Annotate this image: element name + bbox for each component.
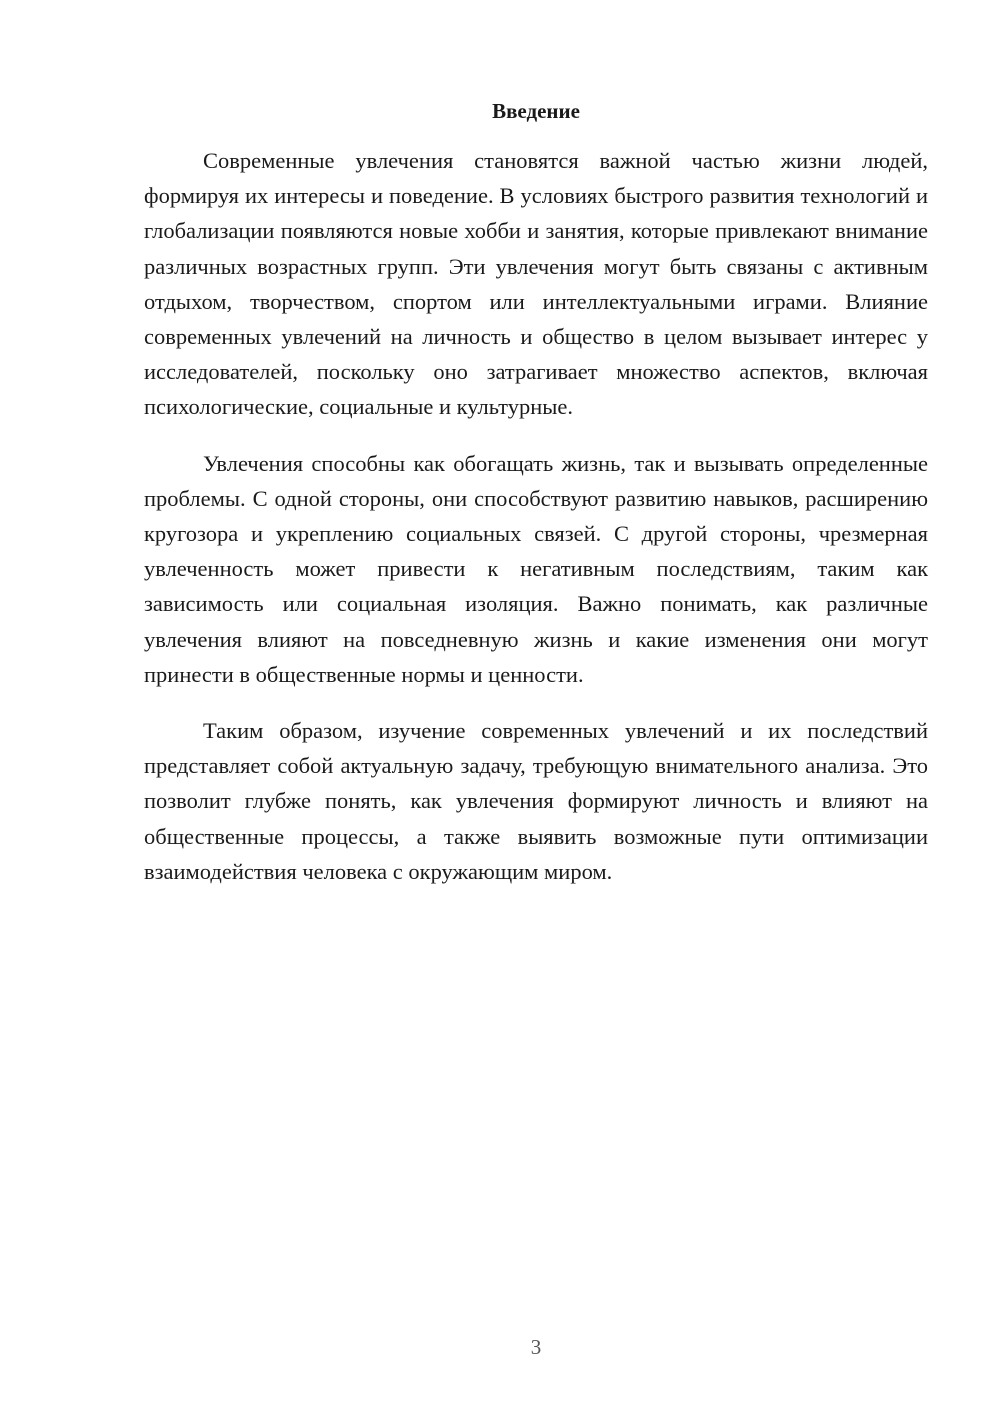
body-text [144, 143, 928, 910]
section-title: Введение [492, 99, 580, 123]
paragraph-2: Увлечения способны как обогащать жизнь, так и вызывать определенные проблемы. С одной стороны, они способствуют развитию навыков, расширению кругозора и укреплению социальных связей. С другой стороны, чрезмерная увлеченность может привести к негативным последствиям, таким как зависимость или социальная изоляция. Важно понимать, как различные увлечения влияют на повседневную жизнь и какие изменения они могут принести в общественные нормы и ценности. [144, 450, 928, 687]
paragraph-3: Таким образом, изучение современных увлечений и их последствий представляет собой актуальную задачу, требующую внимательного анализа. Это позволит глубже понять, как увлечения формируют личность и влияют на общественные процессы, а также выявить возможные пути оптимизации взаимодействия человека с окружающим миром. [144, 718, 928, 884]
paragraph-1: Современные увлечения становятся важной частью жизни людей, формируя их интересы и поведение. В условиях быстрого развития технологий и глобализации появляются новые хобби и занятия, которые привлекают внимание различных возрастных групп. Эти увлечения могут быть связаны с активным отдыхом, творчеством, спортом или интеллектуальными играми. Влияние современных увлечений на личность и общество в целом вызывает интерес у исследователей, поскольку оно затрагивает множество аспектов, включая психологические, социальные и культурные. [144, 148, 928, 420]
page-number: 3 [530, 1335, 542, 1359]
